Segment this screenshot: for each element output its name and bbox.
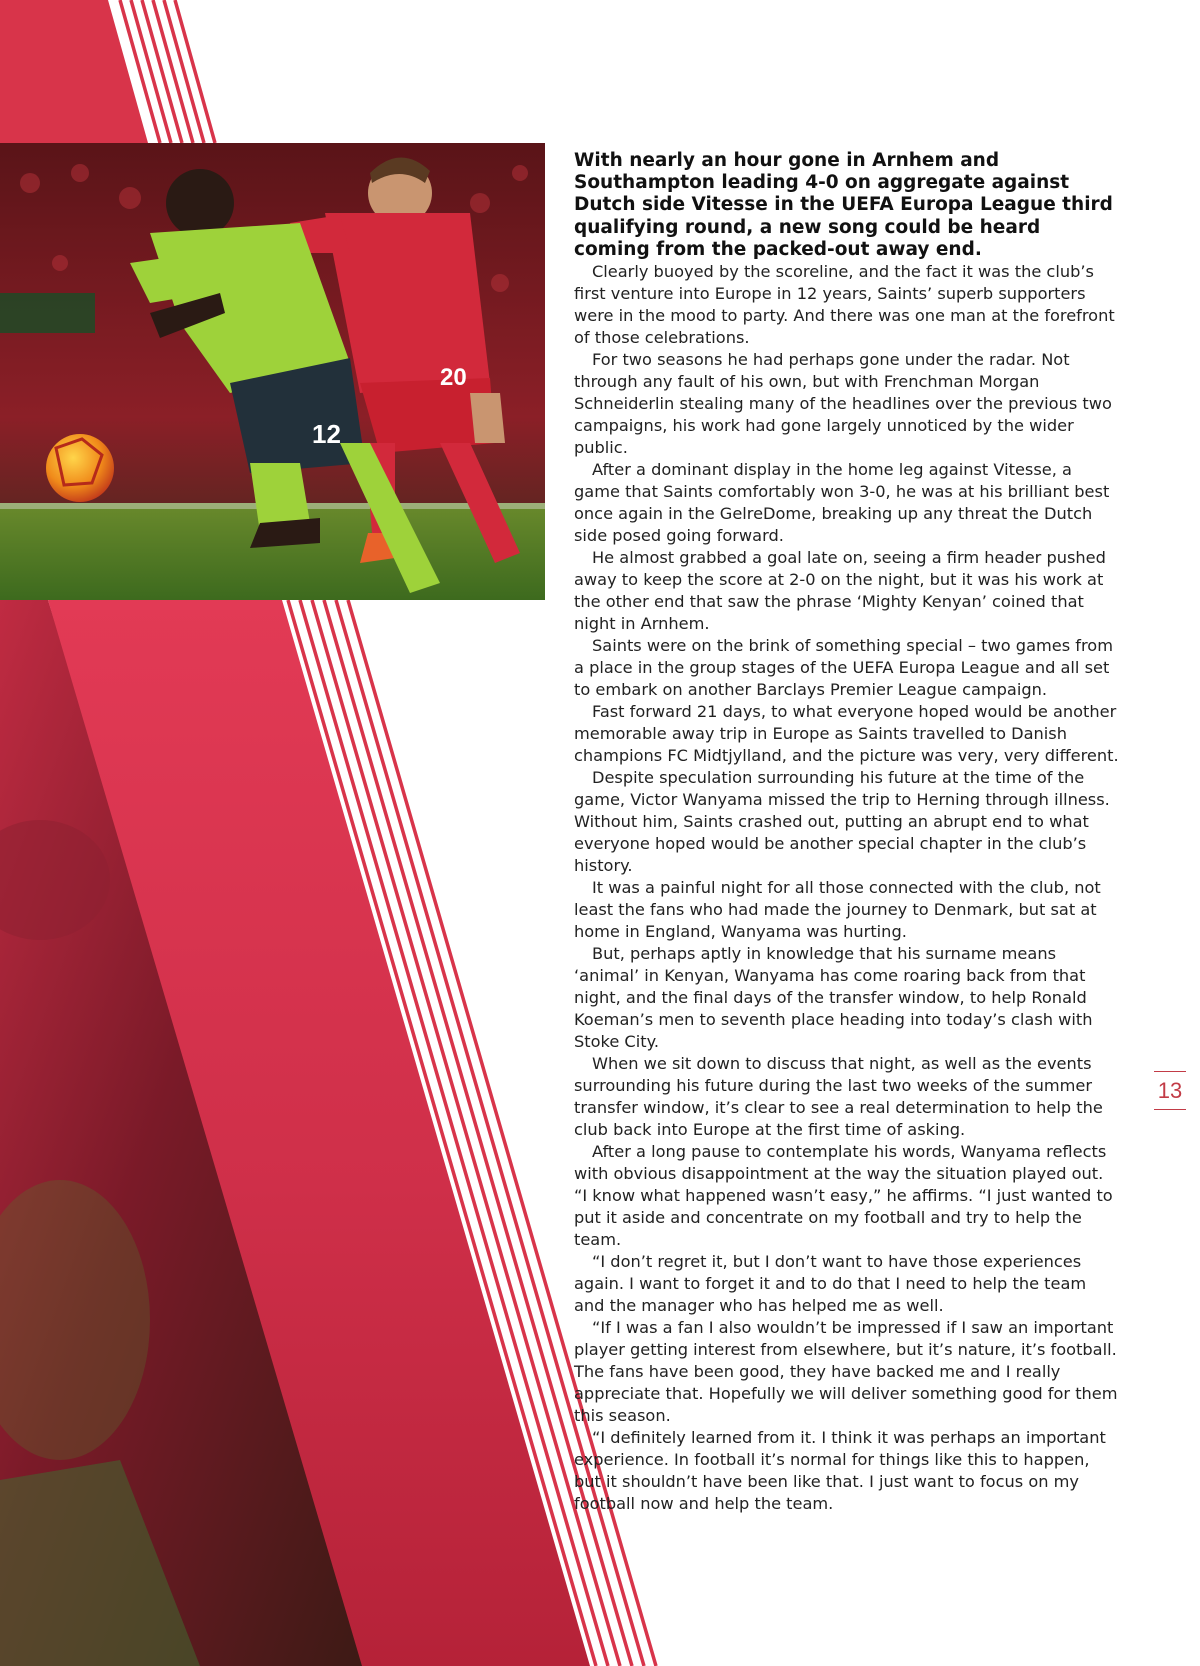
article-paragraph: Despite speculation surrounding his future at the time of the game, Victor Wanyama missed the trip to Herning through illness. Without him, Saints crashed out, putting an abrupt end to what everyone hoped would be another special chapter in the club’s history. [574,768,1110,876]
article-paragraph: “If I was a fan I also wouldn’t be impressed if I saw an important player getting interest from elsewhere, but it’s nature, it’s football. The fans have been good, they have backed me and I really appreciate that. Hopefully we will deliver something good for them this season. [574,1318,1118,1426]
article-paragraph: He almost grabbed a goal late on, seeing a firm header pushed away to keep the score at 2-0 on the night, but it was his work at the other end that saw the phrase ‘Mighty Kenyan’ coined that night in Arnhem. [574,548,1106,634]
article-paragraph: Saints were on the brink of something special – two games from a place in the group stages of the UEFA Europa League and all set to embark on another Barclays Premier League campaign. [574,636,1113,700]
article-paragraph: Clearly buoyed by the scoreline, and the fact it was the club’s first venture into Europe in 12 years, Saints’ superb supporters were in the mood to party. And there was one man at the forefront of those celebrations. [574,262,1115,348]
football-ball [46,434,114,502]
article-paragraph: “I don’t regret it, but I don’t want to have those experiences again. I want to forget it and to do that I need to help the team and the manager who has helped me as well. [574,1252,1087,1316]
article-paragraph: Fast forward 21 days, to what everyone hoped would be another memorable away trip in Europe as Saints travelled to Danish champions FC Midtjylland, and the picture was very, very different. [574,702,1119,766]
green-shirt-number: 12 [312,419,341,449]
article-paragraph: But, perhaps aptly in knowledge that his surname means ‘animal’ in Kenyan, Wanyama has come roaring back from that night, and the final days of the transfer window, to help Ronald Koeman’s men to seventh place heading into today’s clash with Stoke City. [574,944,1093,1052]
article-paragraph: It was a painful night for all those connected with the club, not least the fans who had made the journey to Denmark, but sat at home in England, Wanyama was hurting. [574,878,1101,942]
article-paragraph: When we sit down to discuss that night, as well as the events surrounding his future during the last two weeks of the summer transfer window, it’s clear to see a real determination to help the club back into Europe at the first time of asking. [574,1054,1103,1140]
article-paragraph: After a dominant display in the home leg against Vitesse, a game that Saints comfortably won 3-0, he was at his brilliant best once again in the GelreDome, breaking up any threat the Dutch side posed going forward. [574,460,1110,546]
red-shirt-number: 20 [440,364,467,391]
article-lede: With nearly an hour gone in Arnhem and Southampton leading 4-0 on aggregate against Dutch side Vitesse in the UEFA Europa League third qualifying round, a new song could be heard coming from the packed-out away end. [574,150,1113,260]
article-body [574,150,1120,1515]
page-number: 13 [1154,1071,1186,1110]
article-paragraph: “I definitely learned from it. I think it was perhaps an important experience. In football it’s normal for things like this to happen, but it shouldn’t have been like that. I just want to focus on my football now and help the team. [574,1428,1106,1514]
article-paragraph: For two seasons he had perhaps gone under the radar. Not through any fault of his own, but with Frenchman Morgan Schneiderlin stealing many of the headlines over the previous two campaigns, his work had gone largely unnoticed by the wider public. [574,350,1112,458]
match-action-photo [0,143,545,600]
article-paragraph: After a long pause to contemplate his words, Wanyama reflects with obvious disappointment at the way the situation played out. “I know what happened wasn’t easy,” he affirms. “I just wanted to put it aside and concentrate on my football and try to help the team. [574,1142,1113,1250]
